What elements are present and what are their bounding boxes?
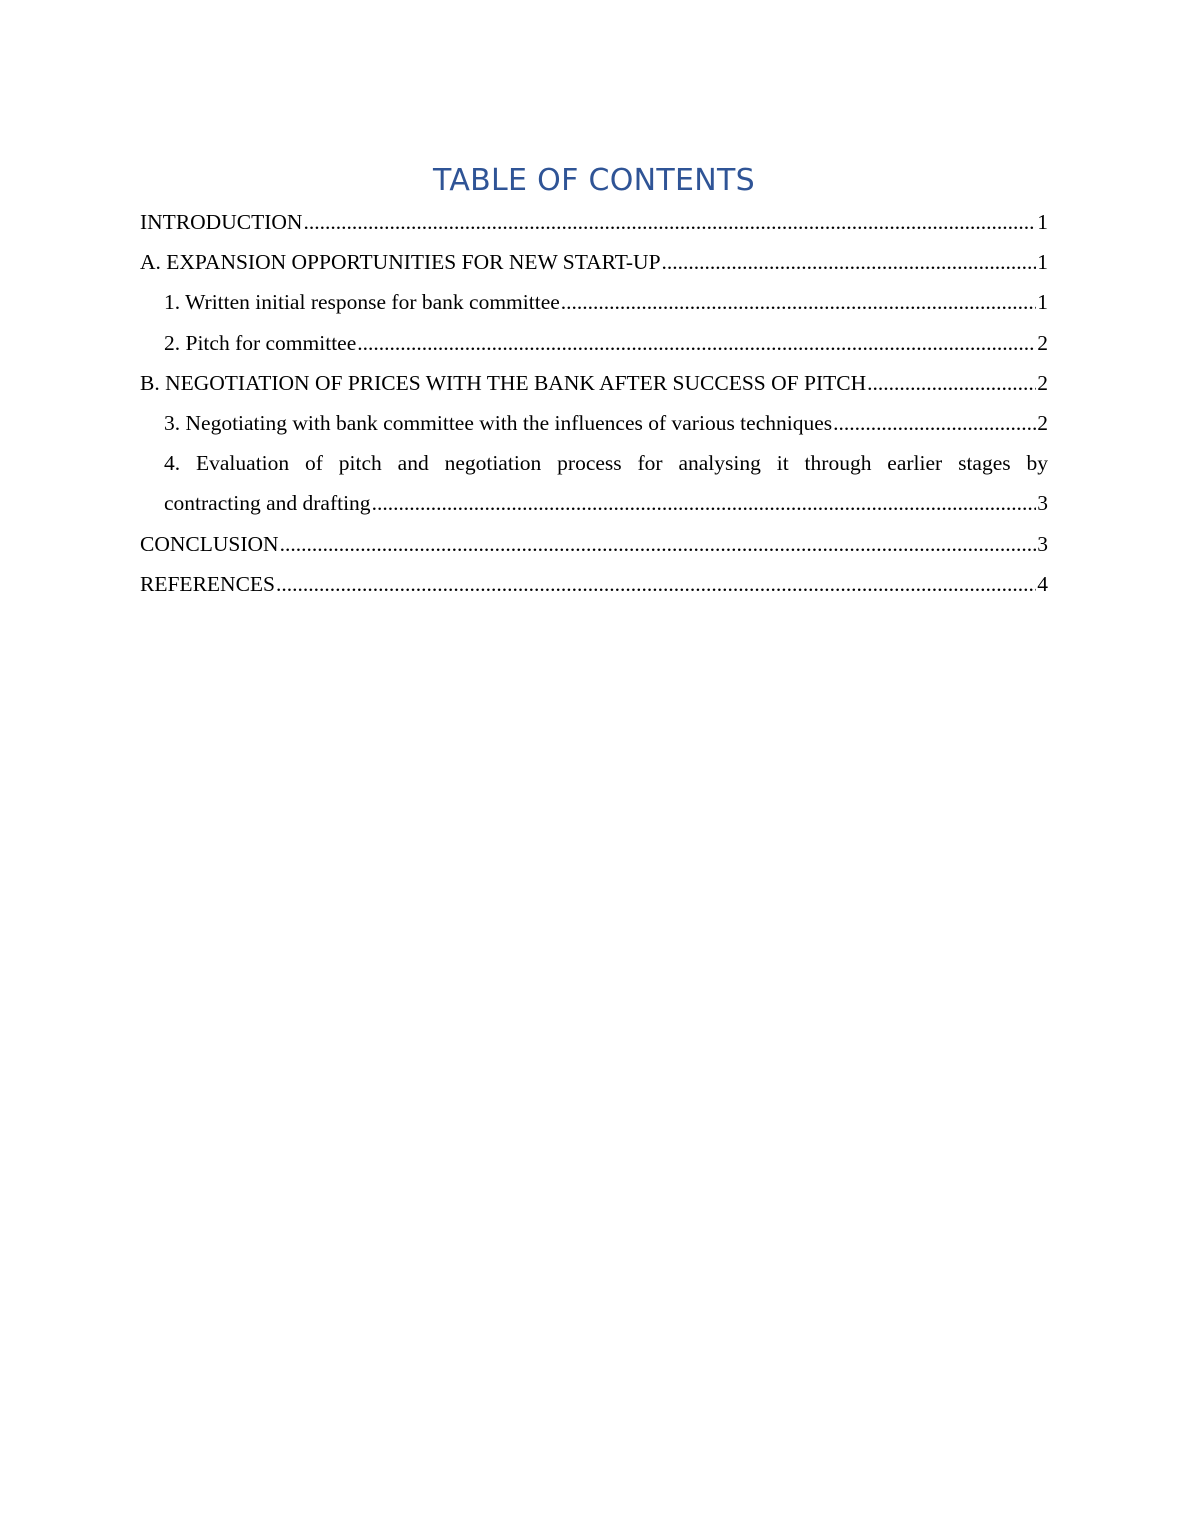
toc-entry-subsection-2[interactable] — [140, 323, 1048, 363]
toc-entry-conclusion[interactable] — [140, 524, 1048, 564]
dot-leader — [303, 202, 1036, 242]
toc-entry-line2 — [164, 483, 1048, 523]
toc-page-number: 3 — [1037, 491, 1048, 516]
toc-entry-label: 3. Negotiating with bank committee with the influences of various techniques — [164, 411, 833, 436]
toc-entry-label: INTRODUCTION — [140, 210, 303, 234]
toc-entry-references[interactable] — [140, 564, 1048, 604]
dot-leader — [867, 363, 1036, 403]
table-of-contents — [140, 162, 1048, 604]
toc-entry-label: A. EXPANSION OPPORTUNITIES FOR NEW START-UP — [140, 250, 661, 275]
toc-entry-label: 1. Written initial response for bank committee — [164, 290, 560, 315]
toc-entry-subsection-3[interactable] — [140, 403, 1048, 443]
toc-page-number: 1 — [1037, 250, 1048, 275]
toc-entry-section-b[interactable] — [140, 363, 1048, 403]
dot-leader — [372, 483, 1037, 523]
toc-page-number: 2 — [1037, 411, 1048, 436]
toc-entry-label-line2: contracting and drafting — [164, 491, 371, 516]
dot-leader — [280, 524, 1037, 564]
toc-entry-label: REFERENCES — [140, 571, 275, 596]
toc-entry-label: B. NEGOTIATION OF PRICES WITH THE BANK AFTER SUCCESS OF PITCH — [140, 370, 867, 395]
toc-entry-subsection-4[interactable] — [140, 443, 1048, 523]
toc-entry-label: CONCLUSION — [140, 531, 279, 556]
toc-page-number: 1 — [1037, 210, 1048, 234]
toc-title: TABLE OF CONTENTS — [433, 163, 755, 198]
toc-page-number: 3 — [1037, 531, 1048, 556]
dot-leader — [276, 564, 1036, 604]
toc-entry-introduction[interactable] — [140, 202, 1048, 242]
toc-entry-section-a[interactable] — [140, 242, 1048, 282]
toc-entry-subsection-1[interactable] — [140, 282, 1048, 322]
dot-leader — [833, 403, 1036, 443]
toc-entry-label-line1: 4. Evaluation of pitch and negotiation process for analysing it through earlier stages by — [164, 451, 1048, 476]
toc-entry-label: 2. Pitch for committee — [164, 330, 357, 355]
toc-page-number: 2 — [1037, 370, 1048, 395]
dot-leader — [662, 242, 1037, 282]
dot-leader — [561, 282, 1036, 322]
toc-page-number: 2 — [1037, 330, 1048, 355]
dot-leader — [357, 323, 1036, 363]
toc-page-number: 4 — [1037, 571, 1048, 596]
toc-page-number: 1 — [1037, 290, 1048, 315]
